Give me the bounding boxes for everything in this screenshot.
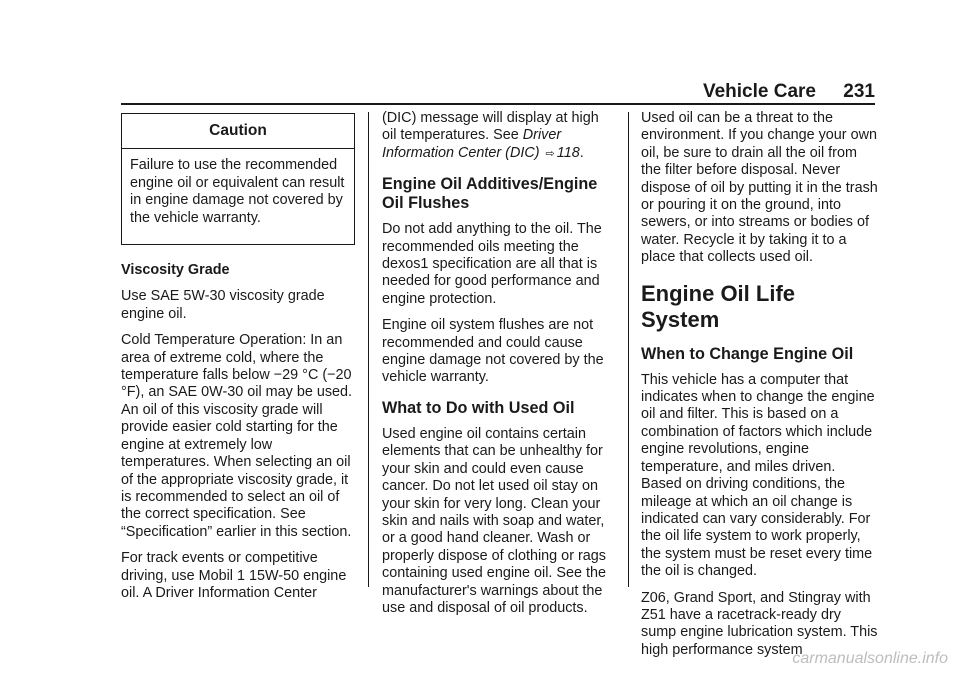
paragraph: Cold Temperature Operation: In an area of extreme cold, where the temperature falls below −29 °C (−20 °F), an SAE 0W-30 oil may be used. An oil of this viscosity grade will provide easier cold starting for the engine at extremely low temperatures. When selecting an oil of the appropriate viscosity grade, it is recommended to select an oil of the correct specification. See “Specification” earlier in this section. bbox=[121, 332, 353, 540]
watermark: carmanualsonline.info bbox=[792, 650, 948, 667]
column-2 bbox=[382, 110, 614, 626]
page-ref-number[interactable]: 118 bbox=[556, 144, 580, 161]
dic-reference-link[interactable]: Driver Information Center (DIC) bbox=[382, 127, 562, 161]
column-divider-1 bbox=[368, 112, 369, 587]
paragraph-text: (DIC) message will display at high oil temperatures. See bbox=[382, 110, 599, 144]
column-1 bbox=[121, 110, 357, 611]
paragraph: Engine oil system flushes are not recommended and could cause engine damage not covered by the vehicle warranty. bbox=[382, 317, 604, 386]
column-3 bbox=[641, 110, 879, 668]
caution-box bbox=[121, 113, 355, 245]
page-number: 231 bbox=[843, 81, 875, 102]
heading-when-to-change: When to Change Engine Oil bbox=[641, 344, 854, 363]
page-ref-arrow-icon: ⇨ bbox=[545, 147, 555, 160]
heading-oil-life-system: Engine Oil Life System bbox=[641, 280, 796, 332]
viscosity-heading: Viscosity Grade bbox=[121, 262, 230, 279]
paragraph: Used engine oil contains certain elements that can be unhealthy for your skin and could even cause cancer. Do not let used oil stay on your skin for very long. Clean your skin and nails with soap and water, or a good hand cleaner. Wash or properly dispose of clothing or rags containing used engine oil. See the manufacturer's warnings about the use and disposal of oil products. bbox=[382, 425, 607, 616]
paragraph: Used oil can be a threat to the environment. If you change your own oil, be sure to drain all the oil from the filter before disposal. Never dispose of oil by putting it in the trash or pouring it on the ground, into sewers, or into streams or bodies of water. Recycle it by taking it to a place that collects used oil. bbox=[641, 110, 878, 266]
page-header bbox=[700, 81, 875, 105]
paragraph: For track events or competitive driving, use Mobil 1 15W-50 engine oil. A Driver Information Center bbox=[121, 550, 347, 601]
paragraph: Z06, Grand Sport, and Stingray with Z51 have a racetrack-ready dry sump engine lubrication system. This high performance system bbox=[641, 589, 878, 658]
heading-used-oil: What to Do with Used Oil bbox=[382, 398, 575, 417]
caution-text: Failure to use the recommended engine oil or equivalent can result in engine damage not covered by the vehicle warranty. bbox=[130, 157, 345, 226]
header-rule bbox=[121, 103, 875, 105]
paragraph: This vehicle has a computer that indicates when to change the engine oil and filter. This is based on a combination of factors which include engine revolutions, engine temperature, and miles driven. Based on driving conditions, the mileage at which an oil change is indicated can vary considerably. For the oil life system to work properly, the system must be reset every time the oil is changed. bbox=[641, 371, 875, 580]
heading-additives: Engine Oil Additives/Engine Oil Flushes bbox=[382, 175, 598, 213]
paragraph: Use SAE 5W-30 viscosity grade engine oil. bbox=[121, 288, 325, 322]
section-title: Vehicle Care bbox=[702, 81, 817, 102]
paragraph-end: . bbox=[579, 144, 584, 161]
paragraph bbox=[382, 110, 614, 163]
caution-title: Caution bbox=[122, 114, 354, 149]
paragraph: Do not add anything to the oil. The recommended oils meeting the dexos1 specification are all that is needed for good performance and engine protection. bbox=[382, 221, 602, 307]
column-divider-2 bbox=[628, 112, 629, 587]
